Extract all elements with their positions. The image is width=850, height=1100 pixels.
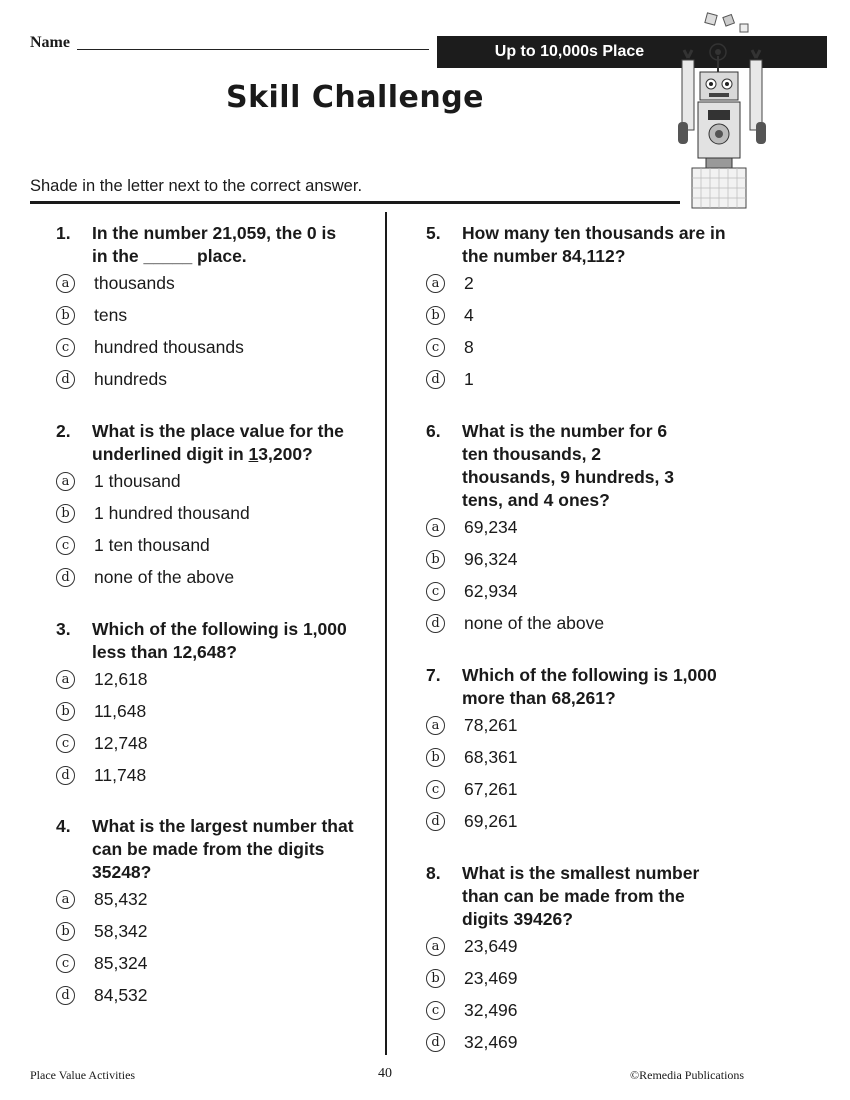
footer-book-title: Place Value Activities <box>30 1068 136 1082</box>
question-4 <box>56 815 356 1012</box>
question-stem <box>56 618 356 664</box>
bubble-a[interactable]: a <box>426 518 445 537</box>
answer-option-d[interactable] <box>56 760 356 792</box>
bubble-b[interactable]: b <box>56 306 75 325</box>
question-stem <box>56 222 356 268</box>
bubble-d[interactable]: d <box>426 1033 445 1052</box>
bubble-a[interactable]: a <box>426 274 445 293</box>
option-text: 78,261 <box>464 715 518 735</box>
answer-option-d[interactable] <box>56 980 356 1012</box>
option-text: 32,496 <box>464 1000 518 1020</box>
option-text: tens <box>94 305 128 325</box>
question-text: What is the largest number that can be made from the digits 35248? <box>92 816 354 882</box>
question-text: How many ten thousands are in the number 84,112? <box>462 223 726 266</box>
bubble-b[interactable]: b <box>426 748 445 767</box>
option-text: 1 thousand <box>94 471 181 491</box>
question-stem <box>426 420 726 512</box>
question-3 <box>56 618 356 792</box>
bubble-d[interactable]: d <box>56 568 75 587</box>
option-text: 85,432 <box>94 889 148 909</box>
option-text: 96,324 <box>464 549 518 569</box>
bubble-b[interactable]: b <box>426 969 445 988</box>
answer-option-d[interactable] <box>426 608 726 640</box>
bubble-c[interactable]: c <box>56 954 75 973</box>
question-number: 3. <box>56 619 71 639</box>
instructions: Shade in the letter next to the correct answer. <box>30 177 363 195</box>
option-text: thousands <box>94 273 175 293</box>
answer-option-c[interactable] <box>56 332 356 364</box>
bubble-b[interactable]: b <box>426 550 445 569</box>
question-stem <box>426 862 726 931</box>
question-text: What is the place value for the underlined digit in 13,200? <box>92 421 344 464</box>
bubble-c[interactable]: c <box>426 1001 445 1020</box>
answer-option-b[interactable] <box>56 916 356 948</box>
page-number: 40 <box>378 1066 392 1081</box>
option-text: 58,342 <box>94 921 148 941</box>
answer-option-b[interactable] <box>426 300 726 332</box>
question-2 <box>56 420 356 594</box>
bubble-d[interactable]: d <box>56 370 75 389</box>
answer-option-a[interactable] <box>426 931 726 963</box>
answer-option-c[interactable] <box>56 728 356 760</box>
question-stem <box>56 420 356 466</box>
option-text: hundred thousands <box>94 337 244 357</box>
name-line[interactable] <box>77 49 429 50</box>
bubble-d[interactable]: d <box>426 370 445 389</box>
footer-copyright: ©Remedia Publications <box>630 1068 745 1082</box>
name-label: Name <box>30 34 70 51</box>
answer-option-a[interactable] <box>426 268 726 300</box>
banner-text: Up to 10,000s Place <box>494 43 645 60</box>
bubble-c[interactable]: c <box>426 338 445 357</box>
question-6 <box>426 420 726 640</box>
option-text: 84,532 <box>94 985 148 1005</box>
option-text: none of the above <box>94 567 235 587</box>
answer-option-c[interactable] <box>56 948 356 980</box>
option-text: 1 hundred thousand <box>94 503 250 523</box>
option-text: 8 <box>464 337 474 357</box>
option-text: 1 ten thousand <box>94 535 210 555</box>
answer-option-a[interactable] <box>56 664 356 696</box>
bubble-b[interactable]: b <box>56 504 75 523</box>
answer-option-d[interactable] <box>56 562 356 594</box>
answer-option-c[interactable] <box>426 576 726 608</box>
answer-option-b[interactable] <box>56 300 356 332</box>
answer-option-a[interactable] <box>56 466 356 498</box>
question-1 <box>56 222 356 396</box>
underlined-digit: 1 <box>248 444 259 464</box>
answer-option-d[interactable] <box>56 364 356 396</box>
answer-option-b[interactable] <box>56 696 356 728</box>
answer-option-b[interactable] <box>56 498 356 530</box>
top-rule <box>30 201 680 204</box>
option-text: 2 <box>464 273 474 293</box>
bubble-b[interactable]: b <box>56 922 75 941</box>
answer-option-c[interactable] <box>426 774 726 806</box>
bubble-d[interactable]: d <box>56 986 75 1005</box>
bubble-a[interactable]: a <box>426 937 445 956</box>
bubble-a[interactable]: a <box>56 472 75 491</box>
answer-option-a[interactable] <box>56 268 356 300</box>
question-stem <box>426 664 726 710</box>
page-title: Skill Challenge <box>225 80 485 115</box>
bubble-a[interactable]: a <box>56 274 75 293</box>
option-text: 11,648 <box>94 701 147 721</box>
bubble-d[interactable]: d <box>426 812 445 831</box>
option-text: 67,261 <box>464 779 518 799</box>
question-number: 1. <box>56 223 71 243</box>
bubble-c[interactable]: c <box>426 780 445 799</box>
bubble-d[interactable]: d <box>56 766 75 785</box>
bubble-a[interactable]: a <box>56 890 75 909</box>
question-number: 8. <box>426 863 441 883</box>
bubble-c[interactable]: c <box>426 582 445 601</box>
option-text: 69,261 <box>464 811 518 831</box>
question-text: In the number 21,059, the 0 is in the _____ place. <box>92 223 337 266</box>
bubble-c[interactable]: c <box>56 338 75 357</box>
answer-option-c[interactable] <box>426 332 726 364</box>
option-text: 62,934 <box>464 581 518 601</box>
column-divider <box>385 212 387 1055</box>
option-text: 1 <box>464 369 474 389</box>
option-text: 68,361 <box>464 747 518 767</box>
answer-option-a[interactable] <box>426 710 726 742</box>
question-5 <box>426 222 726 396</box>
answer-option-d[interactable] <box>426 806 726 838</box>
question-number: 4. <box>56 816 71 836</box>
answer-option-a[interactable] <box>56 884 356 916</box>
answer-option-d[interactable] <box>426 1027 726 1059</box>
question-8 <box>426 862 726 1059</box>
question-number: 2. <box>56 421 71 441</box>
answer-option-c[interactable] <box>426 995 726 1027</box>
option-text: 12,618 <box>94 669 148 689</box>
question-text: Which of the following is 1,000 less than 12,648? <box>92 619 347 662</box>
answer-option-d[interactable] <box>426 364 726 396</box>
bubble-d[interactable]: d <box>426 614 445 633</box>
option-text: 69,234 <box>464 517 518 537</box>
question-stem <box>56 815 356 884</box>
option-text: none of the above <box>464 613 605 633</box>
option-text: 23,649 <box>464 936 518 956</box>
question-7 <box>426 664 726 838</box>
question-text: Which of the following is 1,000 more than 68,261? <box>462 665 717 708</box>
bubble-c[interactable]: c <box>56 536 75 555</box>
bubble-b[interactable]: b <box>56 702 75 721</box>
question-number: 6. <box>426 421 441 441</box>
bubble-b[interactable]: b <box>426 306 445 325</box>
option-text: 23,469 <box>464 968 518 988</box>
question-stem <box>426 222 726 268</box>
bubble-c[interactable]: c <box>56 734 75 753</box>
option-text: 32,469 <box>464 1032 518 1052</box>
option-text: 85,324 <box>94 953 148 973</box>
question-number: 5. <box>426 223 441 243</box>
option-text: 4 <box>464 305 474 325</box>
answer-option-b[interactable] <box>426 544 726 576</box>
bubble-a[interactable]: a <box>426 716 445 735</box>
question-number: 7. <box>426 665 441 685</box>
option-text: hundreds <box>94 369 167 389</box>
option-text: 12,748 <box>94 733 148 753</box>
answer-option-a[interactable] <box>426 512 726 544</box>
answer-option-c[interactable] <box>56 530 356 562</box>
answer-option-b[interactable] <box>426 742 726 774</box>
option-text: 11,748 <box>94 765 147 785</box>
answer-option-b[interactable] <box>426 963 726 995</box>
question-text: What is the number for 6 ten thousands, 2 thousands, 9 hundreds, 3 tens, and 4 ones? <box>462 421 674 510</box>
question-text: What is the smallest number than can be made from the digits 39426? <box>462 863 700 929</box>
bubble-a[interactable]: a <box>56 670 75 689</box>
